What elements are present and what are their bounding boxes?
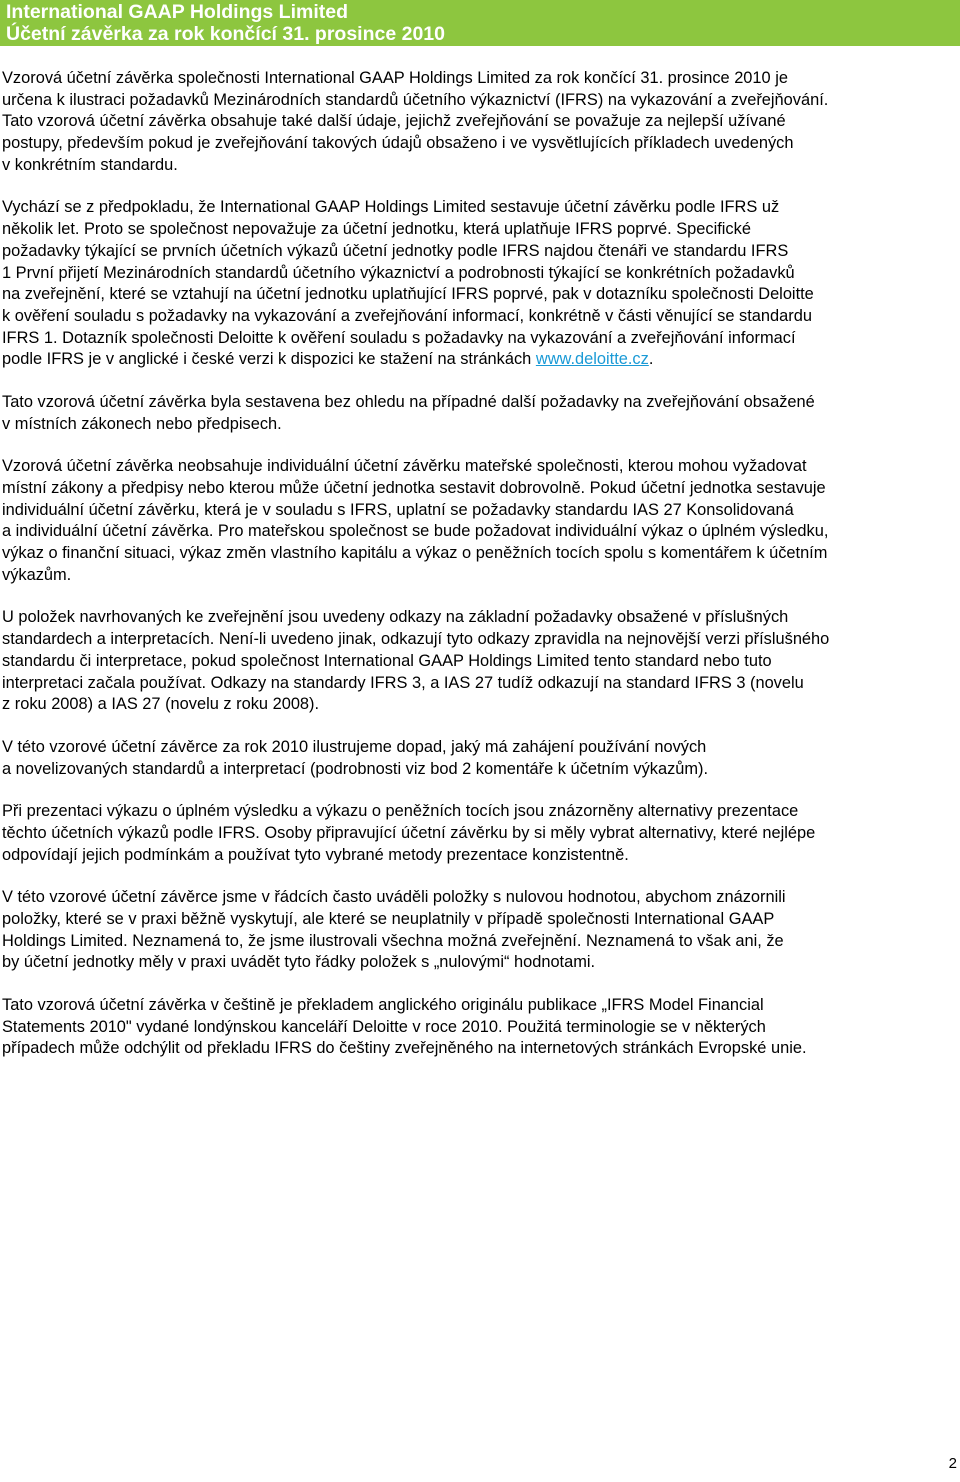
text-line: Při prezentaci výkazu o úplném výsledku a výkazu o peněžních tocích jsou znázorněny alternativy prezentace: [2, 802, 799, 821]
text-line: a individuální účetní závěrka. Pro mateřskou společnost se bude požadovat individuální výkaz o úplném výsledku,: [2, 522, 829, 541]
paragraph-new-standards: [0, 737, 960, 780]
document-body: [0, 68, 960, 1081]
paragraph-local-requirements: [0, 392, 960, 435]
paragraph-nil-items: [0, 887, 960, 974]
text-line: odpovídají jejich podmínkám a používat tyto vybrané metody prezentace konzistentně.: [2, 845, 629, 864]
text-line: výkaz o finanční situaci, výkaz změn vlastního kapitálu a výkaz o peněžních tocích spolu s komentářem k účetním: [2, 544, 828, 563]
text-line: 1 První přijetí Mezinárodních standardů účetního výkaznictví a podrobnosti týkající se konkrétních požadavků: [2, 263, 795, 282]
text-line: Vychází se z předpokladu, že International GAAP Holdings Limited sestavuje účetní závěrku podle IFRS už: [2, 198, 780, 217]
text-fragment: podle IFRS je v anglické i české verzi k dispozici ke stažení na stránkách: [2, 350, 536, 369]
text-line: U položek navrhovaných ke zveřejnění jsou uvedeny odkazy na základní požadavky obsažené v příslušných: [2, 608, 789, 627]
text-line: těchto účetních výkazů podle IFRS. Osoby připravující účetní závěrku by si měly vybrat alternativy, které nejlépe: [2, 823, 816, 842]
text-line: položky, které se v praxi běžně vyskytují, ale které se neuplatnily v případě společnosti International GAAP: [2, 910, 775, 928]
paragraph-first-time-adoption: [0, 197, 960, 371]
text-line: Vzorová účetní závěrka neobsahuje individuální účetní závěrku mateřské společnosti, kterou mohou vyžadovat: [2, 457, 807, 476]
text-line: k ověření souladu s požadavky na vykazování a zveřejňování informací, konkrétně v části věnující se standardu: [2, 306, 812, 325]
paragraph-references: [0, 607, 960, 715]
text-line: IFRS 1. Dotazník společnosti Deloitte k ověření souladu s požadavky na vykazování a zveřejňování informací: [2, 328, 796, 347]
text-line: Tato vzorová účetní závěrka v češtině je překladem anglického originálu publikace „IFRS Model Financial: [2, 996, 764, 1015]
text-line: Holdings Limited. Neznamená to, že jsme ilustrovali všechna možná zveřejnění. Neznamená to však ani, že: [2, 931, 784, 950]
paragraph-intro: [0, 68, 960, 176]
page-number: 2: [948, 1455, 957, 1472]
text-line: V této vzorové účetní závěrce jsme v řádcích často uváděli položky s nulovou hodnotou, abychom znázornili: [2, 888, 786, 907]
text-line: místní zákony a předpisy nebo kterou může účetní jednotka sestavit dobrovolně. Pokud účetní jednotka sestavuje: [2, 479, 826, 497]
text-line: určena k ilustraci požadavků Mezinárodních standardů účetního výkaznictví (IFRS) na vykazování a zveřejňování.: [2, 90, 829, 109]
text-line: z roku 2008) a IAS 27 (novelu z roku 2008).: [2, 695, 320, 714]
text-line: několik let. Proto se společnost nepovažuje za účetní jednotku, která uplatňuje IFRS poprvé. Specifické: [2, 220, 751, 239]
text-line: interpretaci začala používat. Odkazy na standardy IFRS 3, a IAS 27 tudíž odkazují na standard IFRS 3 (novelu: [2, 673, 804, 692]
text-line: standardech a interpretacích. Není-li uvedeno jinak, odkazují tyto odkazy zpravidla na nejnovější verzi příslušného: [2, 630, 830, 649]
text-line: výkazům.: [2, 565, 72, 584]
paragraph-separate-statements: [0, 456, 960, 586]
text-line: by účetní jednotky měly v praxi uvádět tyto řádky položek s „nulovými“ hodnotami.: [2, 953, 596, 972]
header-subtitle: Účetní závěrka za rok končící 31. prosince 2010: [6, 23, 445, 45]
text-line-with-link: [0, 349, 960, 371]
text-line: Tato vzorová účetní závěrka byla sestavena bez ohledu na případné další požadavky na zveřejňování obsažené: [2, 392, 815, 411]
text-line: na zveřejnění, které se vztahují na účetní jednotku uplatňující IFRS poprvé, pak v dotazníku společnosti Deloitte: [2, 285, 814, 304]
text-line: případech může odchýlit od překladu IFRS do češtiny zveřejněného na internetových stránkách Evropské unie.: [2, 1039, 807, 1058]
text-line: Statements 2010" vydané londýnskou kanceláří Deloitte v roce 2010. Použitá terminologie se v některých: [2, 1017, 766, 1036]
text-line: v konkrétním standardu.: [2, 155, 178, 174]
header-title: International GAAP Holdings Limited: [6, 1, 348, 23]
text-line: v místních zákonech nebo předpisech.: [2, 414, 282, 433]
text-line: postupy, především pokud je zveřejňování takových údajů obsaženo i ve vysvětlujících příkladech uvedených: [2, 134, 794, 153]
text-line: V této vzorové účetní závěrce za rok 2010 ilustrujeme dopad, jaký má zahájení používání nových: [2, 737, 707, 756]
text-line: a novelizovaných standardů a interpretací (podrobnosti viz bod 2 komentáře k účetním výkazům).: [2, 759, 709, 778]
text-line: požadavky týkající se prvních účetních výkazů účetní jednotky podle IFRS najdou čtenáři ve standardu IFRS: [2, 241, 789, 260]
text-fragment: .: [648, 350, 654, 369]
deloitte-website-link[interactable]: www.deloitte.cz: [535, 350, 649, 369]
text-line: individuální účetní závěrku, která je v souladu s IFRS, uplatní se požadavky standardu IAS 27 Konsolidovaná: [2, 500, 794, 519]
text-line: Tato vzorová účetní závěrka obsahuje také další údaje, jejichž zveřejňování se považuje za nejlepší užívané: [2, 112, 786, 131]
paragraph-translation: [0, 995, 960, 1060]
page-header: [0, 0, 960, 46]
paragraph-alternatives: [0, 801, 960, 866]
text-line: standardu či interpretace, pokud společnost International GAAP Holdings Limited tento standard nebo tuto: [2, 651, 772, 670]
text-line: Vzorová účetní závěrka společnosti International GAAP Holdings Limited za rok končící 31. prosince 2010 je: [2, 69, 788, 87]
